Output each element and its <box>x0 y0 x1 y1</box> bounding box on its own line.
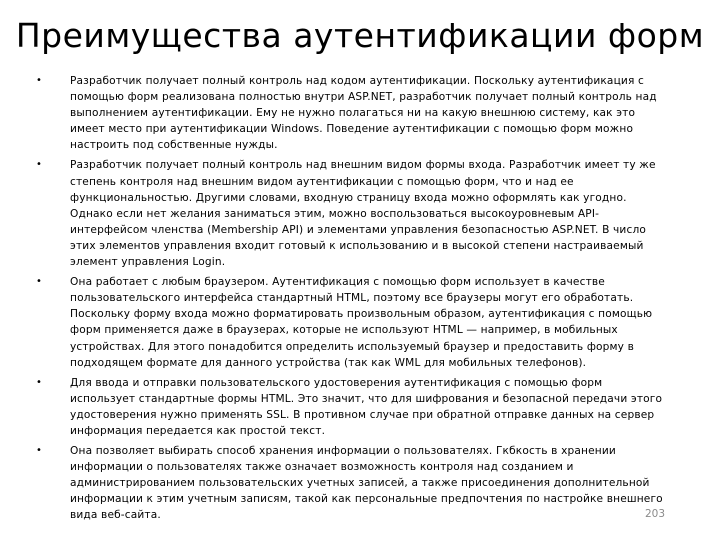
bullet-mark: • <box>36 75 43 86</box>
bullet-text: Для ввода и отправки пользовательского удостоверения аутентификация с помощью форм использует стандартные формы HTML. Это значит, что для шифрования и безопасной передачи этого удостоверения нужно применять SSL. В противном случае при обратной отправке данных на сервер информация передается как простой текст. <box>70 376 663 437</box>
bullet-mark: • <box>36 159 43 171</box>
list-item <box>36 375 666 439</box>
list-item <box>36 157 666 270</box>
slide-title: Преимущества аутентификации форм <box>15 16 705 55</box>
bullet-text: Разработчик получает полный контроль над кодом аутентификации. Поскольку аутентификация с помощью форм реализована полностью внутри ASP.NET, разработчик получает полный контроль над выполнением аутентификации. Ему не нужно полагаться ни на какую внешнюю систему, как это имеет место при аутентификации Windows. Поведение аутентификации с помощью форм можно настроить под собственные нужды. <box>70 75 657 152</box>
list-item <box>36 443 666 523</box>
page-number: 203 <box>644 508 665 520</box>
bullet-list <box>36 73 666 528</box>
bullet-text: Она позволяет выбирать способ хранения информации о пользователях. Гкбкость в хранении информации о пользователях также означает возможность контроля над созданием и администрированием пользовательских учетных записей, а также присоединения дополнительной информации к этим учетным записям, такой как персональные предпочтения по настройке внешнего вида веб-сайта. <box>70 445 663 522</box>
bullet-text: Разработчик получает полный контроль над внешним видом формы входа. Разработчик имеет ту же степень контроля над внешним видом аутентификации с помощью форм, что и над ее функциональностью. Другими словами, входную страницу входа можно оформлять как угодно. Однако если нет желания заниматься этим, можно воспользоваться высокоуровневым API-интерфейсом членства (Membership API) и элементами управления безопасностью ASP.NET. В число этих элементов управления входит готовый к использованию и в высокой степени настраиваемый элемент управления Login. <box>70 159 656 269</box>
list-item <box>36 274 666 371</box>
list-item <box>36 73 666 153</box>
bullet-mark: • <box>36 376 43 388</box>
bullet-text: Она работает с любым браузером. Аутентификация с помощью форм использует в качестве пользовательского интерфейса стандартный HTML, поэтому все браузеры могут его обработать. Поскольку форму входа можно форматировать произвольным образом, аутентификация с помощью форм применяется даже в браузерах, которые не используют HTML — например, в мобильных устройствах. Для этого понадобится определить используемый браузер и предоставить форму в подходящем формате для данного устройства (так как WML для мобильных телефонов). <box>70 276 653 369</box>
bullet-mark: • <box>36 445 43 457</box>
bullet-mark: • <box>36 276 43 288</box>
